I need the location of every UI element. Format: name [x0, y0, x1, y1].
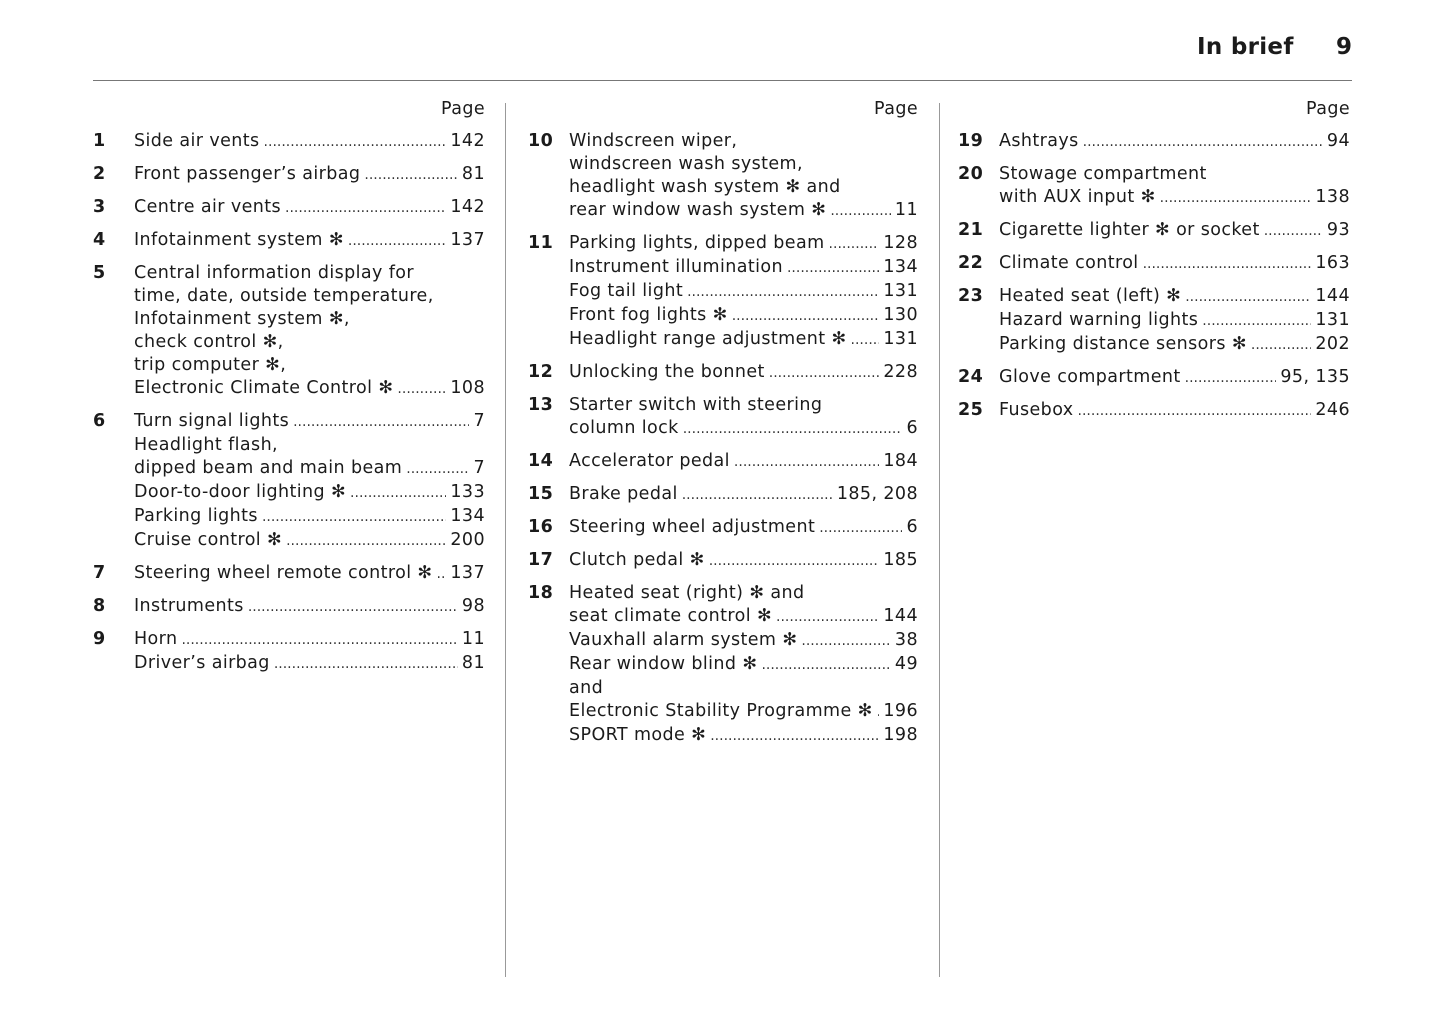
entry-number: 2: [93, 164, 106, 184]
entry-number: 4: [93, 230, 106, 250]
dot-leader: [769, 361, 880, 385]
entry-page-ref: 163: [1315, 253, 1350, 273]
entry-line: [134, 130, 485, 154]
entry-line: [569, 582, 918, 605]
entry-page-ref: 7: [473, 411, 485, 431]
entry-lines: [569, 582, 918, 748]
entry-lines: [999, 399, 1350, 423]
entry-text: Parking lights: [134, 506, 258, 526]
entry-line: [134, 562, 485, 586]
dot-leader: [364, 163, 458, 187]
entry-number: 6: [93, 411, 106, 431]
entry-line: [999, 285, 1350, 309]
page-number: 9: [1336, 34, 1353, 60]
entry-page-ref: 81: [461, 653, 485, 673]
entry-page-ref: 11: [894, 200, 918, 220]
entry-lines: [134, 628, 485, 676]
entry-text: Starter switch with steering: [569, 395, 823, 415]
dot-leader: [787, 256, 879, 280]
entry-text: Stowage compartment: [999, 164, 1207, 184]
entry-line: [569, 483, 918, 507]
entry-lines: [569, 549, 918, 573]
dot-leader: [851, 328, 880, 352]
entry-page-ref: 228: [883, 362, 918, 382]
page-column-label: Page: [874, 99, 918, 119]
dot-leader: [286, 529, 446, 553]
entry-text: Cruise control ✻: [134, 530, 283, 550]
index-entry: [93, 130, 485, 154]
entry-page-ref: 144: [1315, 286, 1350, 306]
entry-text: Steering wheel remote control ✻: [134, 563, 433, 583]
entry-line: [999, 130, 1350, 154]
entry-line: [569, 232, 918, 256]
entry-line: [569, 653, 918, 677]
entry-line: [134, 595, 485, 619]
entry-text: seat climate control ✻: [569, 606, 773, 626]
dot-leader: [683, 417, 903, 441]
entry-line: [569, 176, 918, 199]
entry-page-ref: 202: [1315, 334, 1350, 354]
entry-page-ref: 131: [883, 281, 918, 301]
entry-line: [999, 163, 1350, 186]
entry-text: windscreen wash system,: [569, 154, 803, 174]
entry-number: 13: [528, 395, 554, 415]
entry-line: [999, 219, 1350, 243]
entry-line: [134, 331, 485, 354]
dot-leader: [248, 595, 458, 619]
entry-text: Instrument illumination: [569, 257, 783, 277]
entry-lines: [999, 366, 1350, 390]
entry-line: [134, 529, 485, 553]
entry-page-ref: 6: [906, 517, 918, 537]
entry-line: [134, 628, 485, 652]
entry-number: 5: [93, 263, 106, 283]
entry-line: [134, 410, 485, 434]
dot-leader: [181, 628, 457, 652]
entry-line: [999, 366, 1350, 390]
entry-line: [569, 605, 918, 629]
entry-line: [999, 399, 1350, 423]
entry-number: 11: [528, 233, 554, 253]
entry-text: Central information display for: [134, 263, 415, 283]
entry-text: Headlight flash,: [134, 435, 279, 455]
dot-leader: [682, 483, 833, 507]
entry-text: Electronic Stability Programme ✻: [569, 701, 873, 721]
entry-text: Instruments: [134, 596, 244, 616]
column-divider: [939, 103, 940, 977]
dot-leader: [830, 199, 891, 223]
entry-text: rear window wash system ✻: [569, 200, 827, 220]
entry-number: 14: [528, 451, 554, 471]
entry-line: [999, 309, 1350, 333]
entry-lines: [999, 163, 1350, 210]
entry-page-ref: 98: [461, 596, 485, 616]
entry-line: [134, 163, 485, 187]
entry-text: Electronic Climate Control ✻: [134, 378, 394, 398]
entry-text: Side air vents: [134, 131, 260, 151]
entry-line: [134, 652, 485, 676]
entry-number: 12: [528, 362, 554, 382]
index-entry: [528, 450, 918, 474]
entry-text: Front fog lights ✻: [569, 305, 728, 325]
index-entry: [93, 628, 485, 676]
entry-number: 19: [958, 131, 984, 151]
dot-leader: [687, 280, 879, 304]
entry-line: [999, 186, 1350, 210]
entry-text: Centre air vents: [134, 197, 282, 217]
entry-lines: [569, 450, 918, 474]
index-entry: [93, 262, 485, 401]
dot-leader: [397, 377, 446, 401]
entry-line: [569, 629, 918, 653]
entry-text: Door-to-door lighting ✻: [134, 482, 347, 502]
entry-number: 23: [958, 286, 984, 306]
entry-number: 18: [528, 583, 554, 603]
index-entry: [958, 163, 1350, 210]
index-entry: [958, 399, 1350, 423]
entry-line: [569, 450, 918, 474]
entry-lines: [569, 130, 918, 223]
entry-text: Steering wheel adjustment: [569, 517, 816, 537]
index-entry: [93, 163, 485, 187]
index-column-2: [528, 97, 918, 748]
index-entry: [958, 366, 1350, 390]
index-entry: [93, 196, 485, 220]
entry-page-ref: 196: [883, 701, 918, 721]
page-column-label: Page: [1306, 99, 1350, 119]
entry-lines: [569, 232, 918, 352]
entry-page-ref: 138: [1315, 187, 1350, 207]
entry-page-ref: 246: [1315, 400, 1350, 420]
entry-text: Fusebox: [999, 400, 1074, 420]
entry-text: Parking distance sensors ✻: [999, 334, 1247, 354]
entry-text: Driver’s airbag: [134, 653, 270, 673]
dot-leader: [732, 304, 880, 328]
dot-leader: [1143, 252, 1312, 276]
entry-lines: [999, 130, 1350, 154]
entry-text: Fog tail light: [569, 281, 684, 301]
entry-line: [569, 328, 918, 352]
entry-page-ref: 95, 135: [1280, 367, 1350, 387]
entry-lines: [134, 595, 485, 619]
entry-text: Glove compartment: [999, 367, 1181, 387]
entry-line: [569, 256, 918, 280]
entry-line: [999, 252, 1350, 276]
entry-line: [134, 505, 485, 529]
entry-number: 8: [93, 596, 106, 616]
index-entry: [528, 516, 918, 540]
entry-text: Front passenger’s airbag: [134, 164, 361, 184]
entry-line: [134, 354, 485, 377]
dot-leader: [1160, 186, 1312, 210]
entry-page-ref: 185: [883, 550, 918, 570]
entry-lines: [569, 483, 918, 507]
entry-line: [134, 457, 485, 481]
entry-lines: [134, 130, 485, 154]
entry-text: and: [569, 678, 604, 698]
index-entry: [958, 252, 1350, 276]
entry-page-ref: 6: [906, 418, 918, 438]
entry-text: Heated seat (right) ✻ and: [569, 583, 805, 603]
entry-page-ref: 137: [450, 230, 485, 250]
entry-page-ref: 128: [883, 233, 918, 253]
entry-page-ref: 184: [883, 451, 918, 471]
entry-line: [569, 677, 918, 700]
entry-page-ref: 11: [461, 629, 485, 649]
entry-number: 7: [93, 563, 106, 583]
index-entry: [528, 232, 918, 352]
dot-leader: [406, 457, 469, 481]
index-entry: [528, 394, 918, 441]
entry-lines: [999, 252, 1350, 276]
dot-leader: [710, 724, 879, 748]
dot-leader: [1185, 366, 1277, 390]
entry-number: 25: [958, 400, 984, 420]
entry-page-ref: 144: [883, 606, 918, 626]
entry-number: 17: [528, 550, 554, 570]
entry-number: 3: [93, 197, 106, 217]
entry-text: with AUX input ✻: [999, 187, 1156, 207]
entry-text: Vauxhall alarm system ✻: [569, 630, 798, 650]
entry-lines: [134, 229, 485, 253]
entry-text: Parking lights, dipped beam: [569, 233, 825, 253]
entry-text: Clutch pedal ✻: [569, 550, 705, 570]
entry-lines: [999, 219, 1350, 243]
entry-line: [569, 304, 918, 328]
entry-page-ref: 108: [450, 378, 485, 398]
index-entry: [528, 549, 918, 573]
dot-leader: [1078, 399, 1312, 423]
entry-line: [134, 285, 485, 308]
entry-line: [569, 199, 918, 223]
entry-line: [134, 262, 485, 285]
entry-number: 1: [93, 131, 106, 151]
entry-number: 9: [93, 629, 106, 649]
entry-text: Brake pedal: [569, 484, 678, 504]
entry-line: [134, 229, 485, 253]
dot-leader: [1185, 285, 1311, 309]
dot-leader: [437, 562, 447, 586]
entry-text: Unlocking the bonnet: [569, 362, 765, 382]
dot-leader: [709, 549, 880, 573]
dot-leader: [761, 653, 890, 677]
entry-text: Rear window blind ✻: [569, 654, 758, 674]
entry-text: Ashtrays: [999, 131, 1079, 151]
header-rule: [93, 80, 1352, 81]
entry-page-ref: 94: [1326, 131, 1350, 151]
entry-text: trip computer ✻,: [134, 355, 287, 375]
entry-line: [569, 130, 918, 153]
entry-page-ref: 142: [450, 197, 485, 217]
dot-leader: [274, 652, 458, 676]
entry-number: 20: [958, 164, 984, 184]
entry-line: [569, 549, 918, 573]
entry-text: Hazard warning lights: [999, 310, 1199, 330]
entry-text: Turn signal lights: [134, 411, 290, 431]
entry-text: Headlight range adjustment ✻: [569, 329, 847, 349]
dot-leader: [1202, 309, 1311, 333]
entry-lines: [999, 285, 1350, 357]
entry-text: time, date, outside temperature,: [134, 286, 434, 306]
entry-line: [569, 153, 918, 176]
entry-number: 22: [958, 253, 984, 273]
column-divider: [505, 103, 506, 977]
dot-leader: [1251, 333, 1311, 357]
entry-page-ref: 49: [894, 654, 918, 674]
dot-leader: [293, 410, 469, 434]
entry-text: Accelerator pedal: [569, 451, 730, 471]
entry-lines: [569, 516, 918, 540]
entry-lines: [569, 361, 918, 385]
entry-page-ref: 131: [883, 329, 918, 349]
entry-number: 10: [528, 131, 554, 151]
entry-text: Climate control: [999, 253, 1139, 273]
entry-page-ref: 130: [883, 305, 918, 325]
entry-text: column lock: [569, 418, 679, 438]
index-entry: [93, 410, 485, 553]
entry-page-ref: 185, 208: [836, 484, 918, 504]
entry-text: SPORT mode ✻: [569, 725, 707, 745]
entry-text: Heated seat (left) ✻: [999, 286, 1182, 306]
entry-lines: [134, 262, 485, 401]
entry-text: headlight wash system ✻ and: [569, 177, 841, 197]
index-entry: [93, 595, 485, 619]
dot-leader: [348, 229, 447, 253]
entry-number: 16: [528, 517, 554, 537]
entry-line: [569, 394, 918, 417]
entry-lines: [134, 163, 485, 187]
entry-page-ref: 81: [461, 164, 485, 184]
index-entry: [528, 582, 918, 748]
entry-line: [999, 333, 1350, 357]
dot-leader: [262, 505, 446, 529]
entry-line: [569, 724, 918, 748]
dot-leader: [350, 481, 446, 505]
index-entry: [958, 219, 1350, 243]
dot-leader: [1083, 130, 1323, 154]
dot-leader: [734, 450, 879, 474]
entry-page-ref: 38: [894, 630, 918, 650]
entry-line: [569, 417, 918, 441]
entry-line: [134, 196, 485, 220]
entry-line: [569, 516, 918, 540]
index-entry: [528, 361, 918, 385]
dot-leader: [877, 700, 880, 724]
dot-leader: [285, 196, 446, 220]
index-column-3: [958, 97, 1350, 423]
entry-page-ref: 142: [450, 131, 485, 151]
entry-page-ref: 133: [450, 482, 485, 502]
entry-text: Infotainment system ✻: [134, 230, 344, 250]
dot-leader: [264, 130, 447, 154]
entry-number: 15: [528, 484, 554, 504]
entry-line: [134, 308, 485, 331]
entry-line: [134, 434, 485, 457]
entry-text: Cigarette lighter ✻ or socket: [999, 220, 1260, 240]
index-entry: [958, 285, 1350, 357]
entry-text: Horn: [134, 629, 178, 649]
index-entry: [958, 130, 1350, 154]
dot-leader: [1264, 219, 1323, 243]
entry-line: [569, 280, 918, 304]
index-column-1: [93, 97, 485, 676]
index-entry: [528, 483, 918, 507]
dot-leader: [819, 516, 902, 540]
entry-page-ref: 198: [883, 725, 918, 745]
entry-line: [569, 700, 918, 724]
entry-line: [569, 361, 918, 385]
page-column-label: Page: [441, 99, 485, 119]
entry-page-ref: 7: [473, 458, 485, 478]
index-entry: [528, 130, 918, 223]
entry-lines: [134, 562, 485, 586]
entry-lines: [134, 196, 485, 220]
entry-page-ref: 131: [1315, 310, 1350, 330]
entry-line: [134, 481, 485, 505]
entry-page-ref: 93: [1326, 220, 1350, 240]
dot-leader: [801, 629, 891, 653]
entry-page-ref: 134: [450, 506, 485, 526]
entry-number: 21: [958, 220, 984, 240]
entry-page-ref: 134: [883, 257, 918, 277]
section-title: In brief: [1197, 34, 1294, 60]
entry-text: check control ✻,: [134, 332, 284, 352]
entry-lines: [134, 410, 485, 553]
dot-leader: [776, 605, 879, 629]
entry-page-ref: 200: [450, 530, 485, 550]
index-entry: [93, 562, 485, 586]
entry-text: dipped beam and main beam: [134, 458, 403, 478]
entry-text: Infotainment system ✻,: [134, 309, 350, 329]
entry-line: [134, 377, 485, 401]
entry-text: Windscreen wiper,: [569, 131, 738, 151]
entry-page-ref: 137: [450, 563, 485, 583]
entry-lines: [569, 394, 918, 441]
index-entry: [93, 229, 485, 253]
dot-leader: [829, 232, 880, 256]
entry-number: 24: [958, 367, 984, 387]
